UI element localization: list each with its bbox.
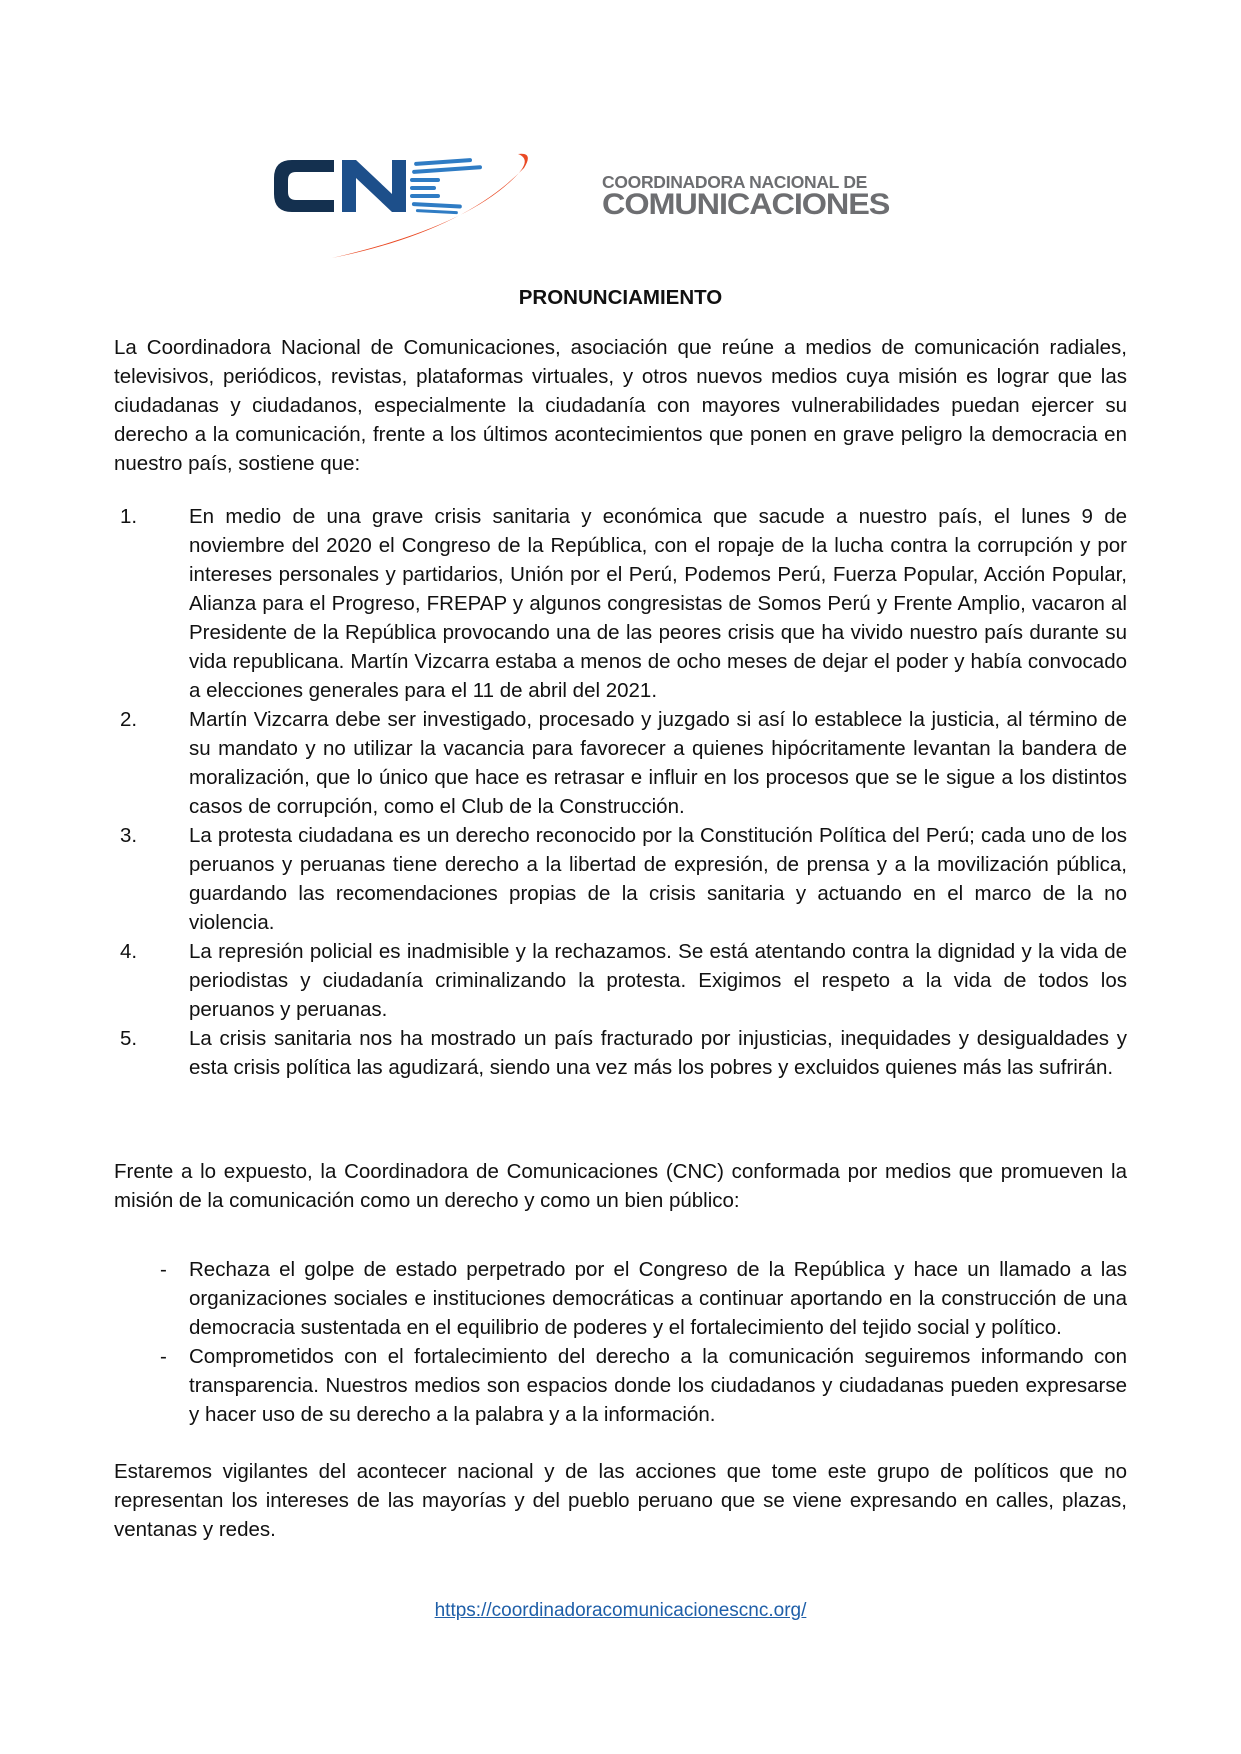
point-number: 3. [120, 824, 138, 847]
point-text: La crisis sanitaria nos ha mostrado un país fracturado por injusticias, inequidades y desigualdades y esta crisis política las agudizará, siendo una vez más los pobres y excluidos quienes más las sufrirán. [189, 1027, 1127, 1079]
resolutions-list [114, 1255, 1127, 1429]
frente-paragraph: Frente a lo expuesto, la Coordinadora de Comunicaciones (CNC) conformada por medios que promueven la misión de la comunicación como un derecho y como un bien público: [114, 1160, 1127, 1212]
point-text: La protesta ciudadana es un derecho reconocido por la Constitución Política del Perú; cada uno de los peruanos y peruanas tiene derecho a la libertad de expresión, de prensa y a la movilización pública, guardando las recomendaciones propias de la crisis sanitaria y actuando en el marco de la no violencia. [189, 824, 1127, 934]
point-item [114, 1024, 1127, 1082]
numbered-points-list [114, 502, 1127, 1082]
point-number: 2. [120, 708, 138, 731]
point-number: 1. [120, 505, 138, 528]
logo-line1: COORDINADORA NACIONAL DE [602, 172, 868, 192]
point-text: En medio de una grave crisis sanitaria y económica que sacude a nuestro país, el lunes 9 de noviembre del 2020 el Congreso de la República, con el ropaje de la lucha contra la corrupción y por intereses personales y partidarios, Unión por el Perú, Podemos Perú, Fuerza Popular, Acción Popular, Alianza para el Progreso, FREPAP y algunos congresistas de Somos Perú y Frente Amplio, vacaron al Presidente de la República provocando una de las peores crisis que ha vivido nuestro país durante su vida republicana. Martín Vizcarra estaba a menos de ocho meses de dejar el poder y había convocado a elecciones generales para el 11 de abril del 2021. [189, 505, 1127, 702]
dash-bullet: - [160, 1345, 167, 1368]
point-text: La represión policial es inadmisible y la rechazamos. Se está atentando contra la dignidad y la vida de periodistas y ciudadanía criminalizando la protesta. Exigimos el respeto a la vida de todos los peruanos y peruanas. [189, 940, 1127, 1021]
point-number: 4. [120, 940, 138, 963]
dash-bullet: - [160, 1258, 167, 1281]
point-number: 5. [120, 1027, 138, 1050]
logo-wordmark [602, 172, 890, 221]
point-item [114, 821, 1127, 937]
logo-line2: COMUNICACIONES [602, 188, 890, 221]
point-text: Martín Vizcarra debe ser investigado, procesado y juzgado si así lo establece la justicia, al término de su mandato y no utilizar la vacancia para favorecer a quienes hipócritamente levantan la bandera de moralización, que lo único que hace es retrasar e influir en los procesos que se le sigue a los distintos casos de corrupción, como el Club de la Construcción. [189, 708, 1127, 818]
resolution-item [114, 1255, 1127, 1342]
resolution-text: Comprometidos con el fortalecimiento del derecho a la comunicación seguiremos informando con transparencia. Nuestros medios son espacios donde los ciudadanos y ciudadanas pueden expresarse y hacer uso de su derecho a la palabra y a la información. [189, 1345, 1127, 1426]
point-item [114, 502, 1127, 705]
footer [0, 1600, 1241, 1622]
intro-paragraph: La Coordinadora Nacional de Comunicaciones, asociación que reúne a medios de comunicación radiales, televisivos, periódicos, revistas, plataformas virtuales, y otros nuevos medios cuya misión es lograr que las ciudadanas y ciudadanos, especialmente la ciudadanía con mayores vulnerabilidades puedan ejercer su derecho a la comunicación, frente a los últimos acontecimientos que ponen en grave peligro la democracia en nuestro país, sostiene que: [114, 336, 1127, 475]
point-item [114, 937, 1127, 1024]
resolution-item [114, 1342, 1127, 1429]
cnc-monogram-icon [272, 140, 602, 260]
document-title: PRONUNCIAMIENTO [518, 286, 723, 309]
point-item [114, 705, 1127, 821]
cnc-logo [272, 140, 922, 260]
closing-paragraph: Estaremos vigilantes del acontecer nacional y de las acciones que tome este grupo de políticos que no representan los intereses de las mayorías y del pueblo peruano que se viene expresando en calles, plazas, ventanas y redes. [114, 1460, 1127, 1541]
resolution-text: Rechaza el golpe de estado perpetrado por el Congreso de la República y hace un llamado a las organizaciones sociales e instituciones democráticas a continuar aportando en la construcción de una democracia sustentada en el equilibrio de poderes y el fortalecimiento del tejido social y político. [189, 1258, 1127, 1339]
website-link[interactable]: https://coordinadoracomunicacionescnc.org/ [434, 1600, 807, 1621]
